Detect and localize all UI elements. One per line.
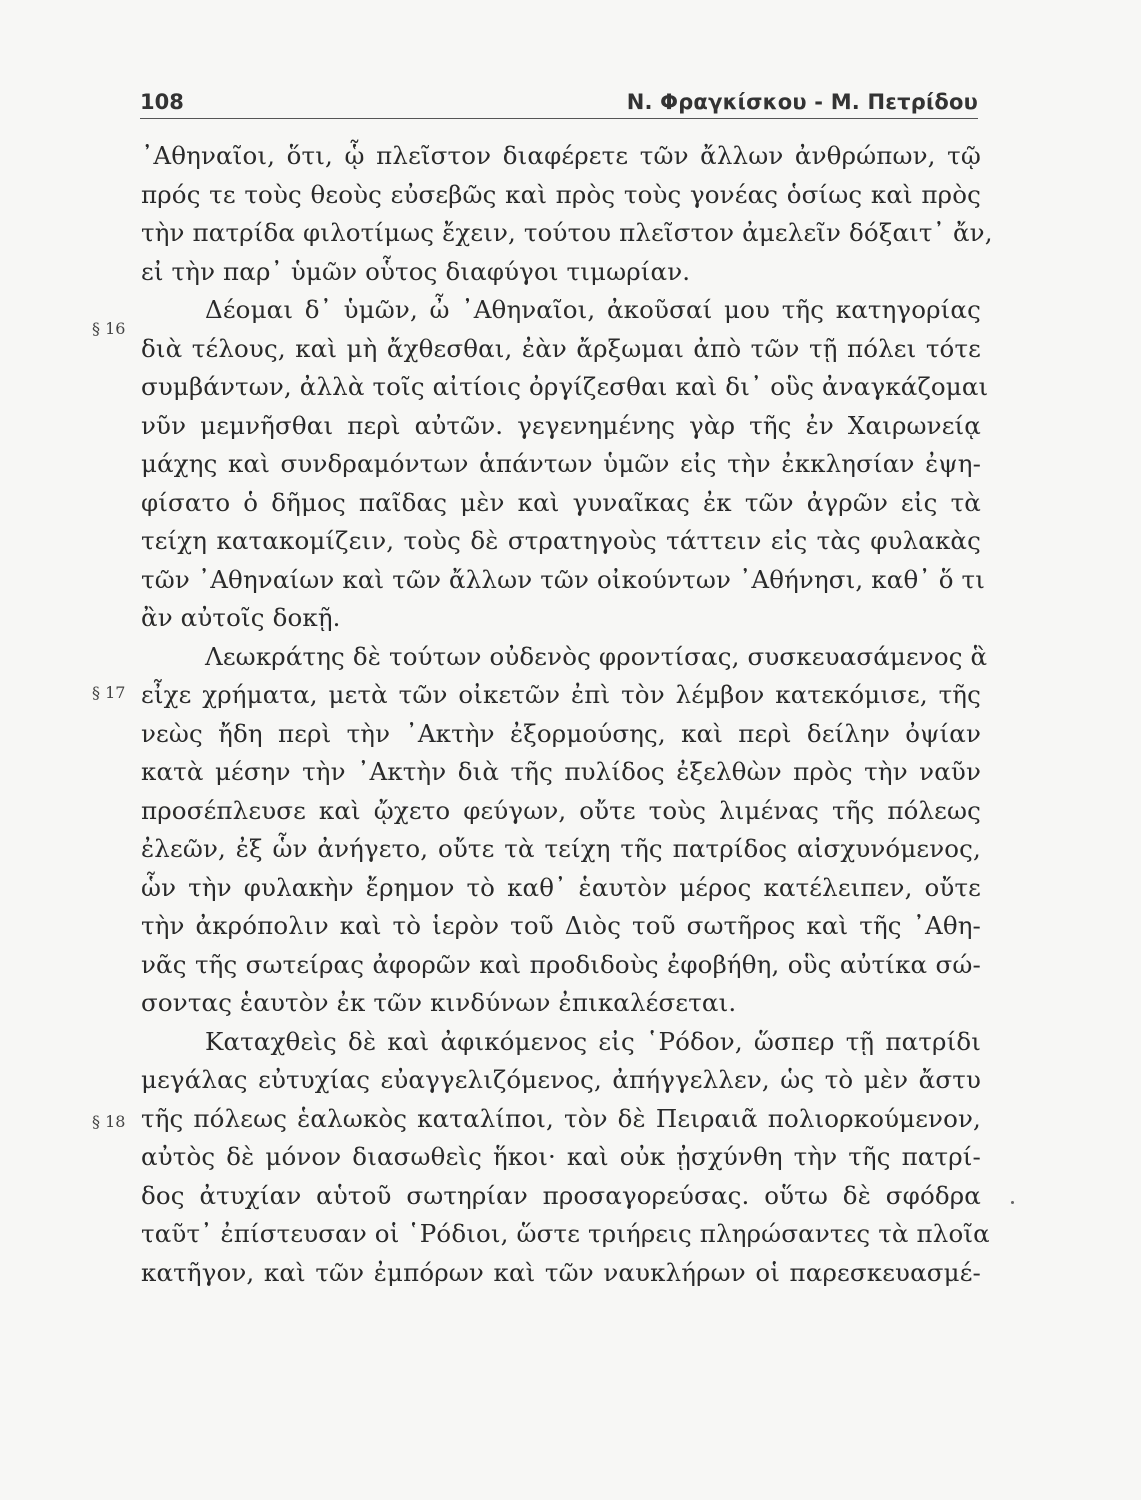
text-line: σοντας ἑαυτὸν ἐκ τῶν κινδύνων ἐπικαλέσεται. xyxy=(141,988,737,1017)
text-line: πρός τε τοὺς θεοὺς εὐσεβῶς καὶ πρὸς τοὺς γονέας ὁσίως καὶ πρὸς xyxy=(141,179,981,209)
text-line: φίσατο ὁ δῆμος παῖδας μὲν καὶ γυναῖκας ἐκ τῶν ἀγρῶν εἰς τὰ xyxy=(141,487,981,517)
text-line: ὧν τὴν φυλακὴν ἔρημον τὸ καθ᾿ ἑαυτὸν μέρος κατέλειπεν, οὔτε xyxy=(141,872,981,902)
body-text xyxy=(141,137,993,1292)
section-marker-17: § 17 xyxy=(92,683,126,702)
text-line: μεγάλας εὐτυχίας εὐαγγελιζόμενος, ἀπήγγελλεν, ὡς τὸ μὲν ἄστυ xyxy=(141,1065,981,1094)
text-line: νεὼς ἤδη περὶ τὴν ᾿Ακτὴν ἐξορμούσης, καὶ περὶ δείλην ὀψίαν xyxy=(141,718,981,748)
page-number: 108 xyxy=(140,90,184,114)
text-line: τὴν πατρίδα φιλοτίμως ἔχειν, τούτου πλεῖστον ἀμελεῖν δόξαιτ᾿ ἄν, xyxy=(141,218,993,247)
text-line: κατῆγον, καὶ τῶν ἐμπόρων καὶ τῶν ναυκλήρων οἱ παρεσκευασμέ- xyxy=(141,1257,981,1287)
text-line: εἰ τὴν παρ᾿ ὑμῶν οὗτος διαφύγοι τιμωρίαν. xyxy=(141,256,691,286)
running-head: Ν. Φραγκίσκου - Μ. Πετρίδου xyxy=(626,90,978,114)
text-line: Καταχθεὶς δὲ καὶ ἀφικόμενος εἰς ῾Ρόδον, ὥσπερ τῇ πατρίδι xyxy=(205,1026,981,1056)
text-line: ταῦτ᾿ ἐπίστευσαν οἱ ῾Ρόδιοι, ὥστε τριήρεις πληρώσαντες τὰ πλοῖα xyxy=(141,1219,990,1248)
text-line: τῶν ᾿Αθηναίων καὶ τῶν ἄλλων τῶν οἰκούντων ᾿Αθήνησι, καθ᾿ ὅ τι xyxy=(141,564,985,594)
text-line: τείχη κατακομίζειν, τοὺς δὲ στρατηγοὺς τάττειν εἰς τὰς φυλακὰς xyxy=(141,526,981,555)
text-line: ᾿Αθηναῖοι, ὅτι, ᾧ πλεῖστον διαφέρετε τῶν ἄλλων ἀνθρώπων, τῷ xyxy=(141,141,981,170)
text-line: Δέομαι δ᾿ ὑμῶν, ὦ ᾿Αθηναῖοι, ἀκοῦσαί μου τῆς κατηγορίας xyxy=(205,295,981,324)
text-line: συμβάντων, ἀλλὰ τοῖς αἰτίοις ὀργίζεσθαι καὶ δι᾿ οὓς ἀναγκάζομαι xyxy=(141,372,989,401)
text-line: τῆς πόλεως ἑαλωκὸς καταλίποι, τὸν δὲ Πειραιᾶ πολιορκούμενον, xyxy=(141,1103,981,1133)
text-line: Λεωκράτης δὲ τούτων οὐδενὸς φροντίσας, συσκευασάμενος ἃ xyxy=(205,641,988,671)
text-line: τὴν ἀκρόπολιν καὶ τὸ ἱερὸν τοῦ Διὸς τοῦ σωτῆρος καὶ τῆς ᾿Αθη- xyxy=(141,911,981,940)
text-line: ἂν αὐτοῖς δοκῇ. xyxy=(141,603,341,632)
text-line: διὰ τέλους, καὶ μὴ ἄχθεσθαι, ἐὰν ἄρξωμαι ἀπὸ τῶν τῇ πόλει τότε xyxy=(141,333,981,363)
text-line: εἶχε χρήματα, μετὰ τῶν οἰκετῶν ἐπὶ τὸν λέμβον κατεκόμισε, τῆς xyxy=(141,680,981,709)
text-line: μάχης καὶ συνδραμόντων ἁπάντων ὑμῶν εἰς τὴν ἐκκλησίαν ἐψη- xyxy=(141,449,981,478)
text-line: κατὰ μέσην τὴν ᾿Ακτὴν διὰ τῆς πυλίδος ἐξελθὼν πρὸς τὴν ναῦν xyxy=(141,757,981,786)
stray-mark xyxy=(1011,1201,1014,1204)
section-marker-16: § 16 xyxy=(92,319,126,338)
section-marker-18: § 18 xyxy=(92,1112,126,1131)
text-line: νῦν μεμνῆσθαι περὶ αὐτῶν. γεγενημένης γὰρ τῆς ἐν Χαιρωνείᾳ xyxy=(141,410,981,440)
text-line: προσέπλευσε καὶ ᾤχετο φεύγων, οὔτε τοὺς λιμένας τῆς πόλεως xyxy=(141,795,981,825)
text-line: αὐτὸς δὲ μόνον διασωθεὶς ἥκοι· καὶ οὐκ ᾐσχύνθη τὴν τῆς πατρί- xyxy=(141,1142,981,1171)
text-line: ἐλεῶν, ἐξ ὧν ἀνήγετο, οὔτε τὰ τείχη τῆς πατρίδος αἰσχυνόμενος, xyxy=(141,834,981,863)
text-line: δος ἀτυχίαν αὑτοῦ σωτηρίαν προσαγορεύσας. οὕτω δὲ σφόδρα xyxy=(141,1180,981,1210)
page-header xyxy=(140,84,978,119)
text-line: νᾶς τῆς σωτείρας ἀφορῶν καὶ προδιδοὺς ἐφοβήθη, οὓς αὐτίκα σώ- xyxy=(141,949,981,979)
